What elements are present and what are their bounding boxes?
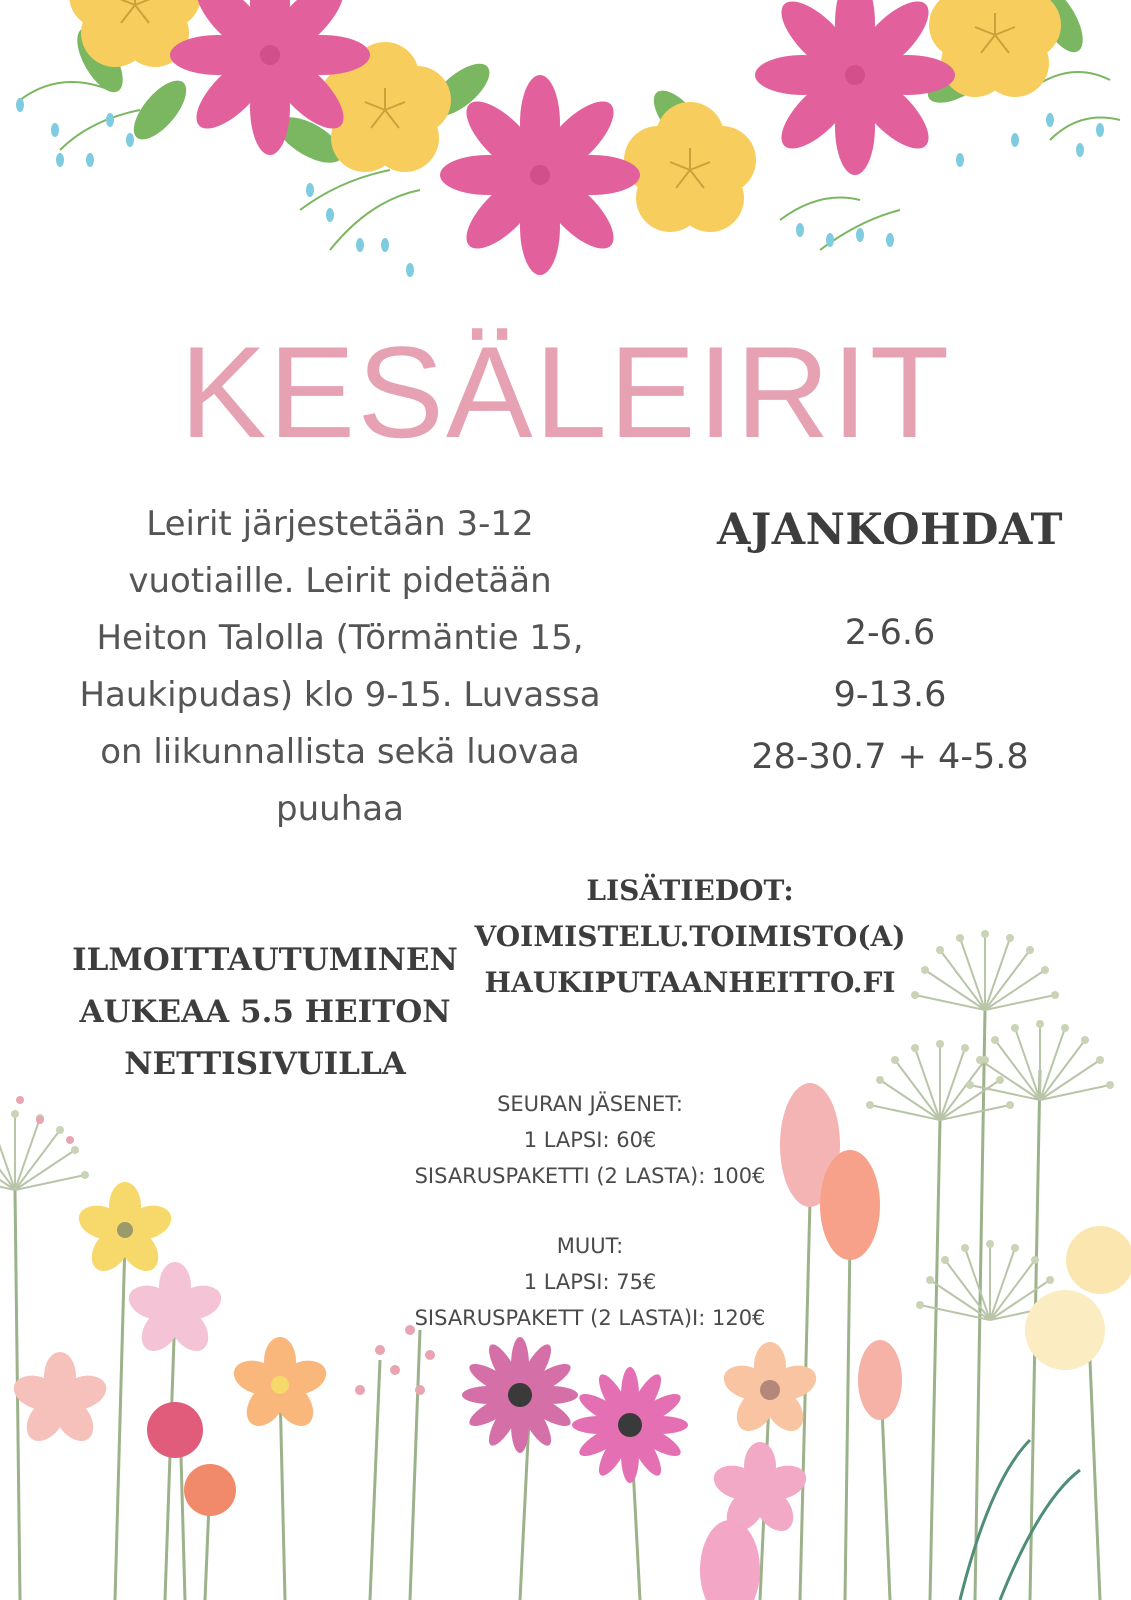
others-one-child-price: 1 LAPSI: 75€ — [523, 1270, 657, 1294]
price-list — [380, 1086, 800, 1336]
members-heading: SEURAN JÄSENET: — [497, 1092, 683, 1116]
date-item: 28-30.7 + 4-5.8 — [751, 737, 1029, 777]
intro-line: vuotiaille. Leirit pidetään — [128, 561, 552, 601]
contact-info — [470, 868, 910, 1006]
contact-email-line: VOIMISTELU.TOIMISTO(A) — [474, 920, 906, 953]
dates-heading: AJANKOHDAT — [717, 505, 1063, 555]
members-one-child-price: 1 LAPSI: 60€ — [523, 1128, 657, 1152]
intro-text — [70, 496, 610, 838]
others-siblings-price: SISARUSPAKETT (2 LASTA)I: 120€ — [414, 1306, 766, 1330]
intro-line: puuhaa — [276, 789, 404, 829]
contact-email-line: HAUKIPUTAANHEITTO.FI — [484, 966, 896, 999]
registration-line: ILMOITTAUTUMINEN — [72, 942, 458, 978]
date-item: 2-6.6 — [844, 613, 936, 653]
intro-line: Haukipudas) klo 9-15. Luvassa — [79, 675, 601, 715]
contact-heading: LISÄTIEDOT: — [586, 874, 794, 907]
dates-list — [700, 602, 1080, 788]
flower-garland — [16, 0, 1120, 277]
spacer — [380, 1194, 800, 1228]
page-title: KESÄLEIRIT — [179, 319, 952, 465]
date-item: 9-13.6 — [833, 675, 947, 715]
intro-line: Leirit järjestetään 3-12 — [146, 504, 534, 544]
registration-line: AUKEAA 5.5 HEITON — [79, 994, 451, 1030]
registration-line: NETTISIVUILLA — [124, 1046, 406, 1082]
others-heading: MUUT: — [556, 1234, 624, 1258]
intro-line: on liikunnallista sekä luovaa — [100, 732, 580, 772]
registration-notice — [70, 934, 460, 1090]
intro-line: Heiton Talolla (Törmäntie 15, — [96, 618, 584, 658]
members-siblings-price: SISARUSPAKETTI (2 LASTA): 100€ — [414, 1164, 766, 1188]
